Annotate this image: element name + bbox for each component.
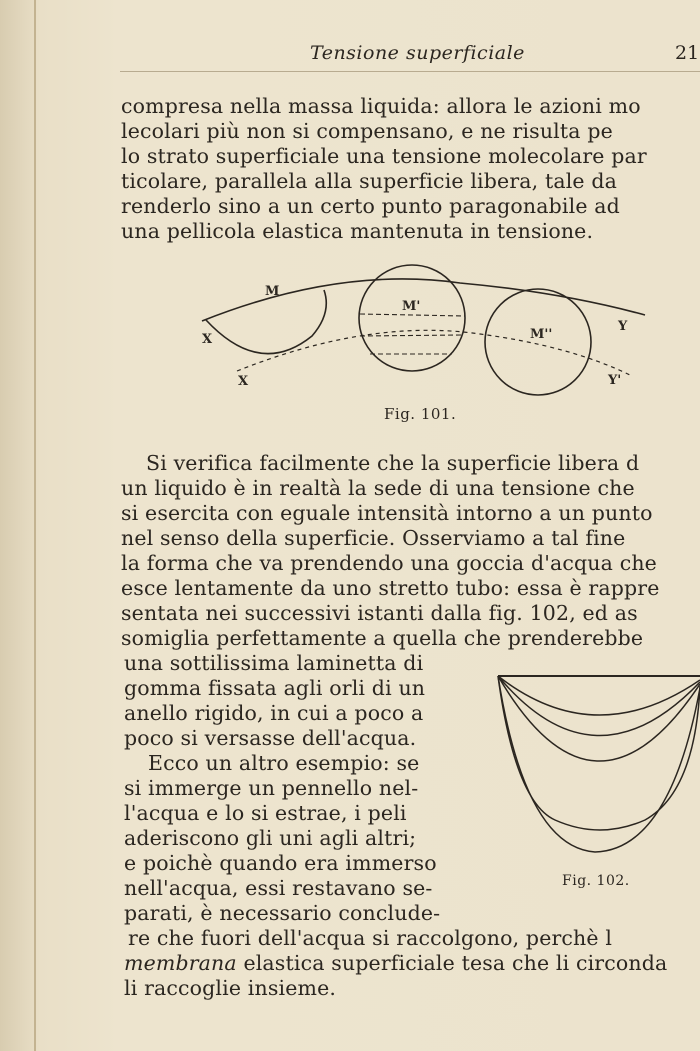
text-line: Ecco un altro esempio: se <box>148 751 420 775</box>
text-line: re che fuori dell'acqua si raccolgono, perchè l <box>128 926 613 950</box>
figure-101-caption: Fig. 101. <box>384 405 457 423</box>
text-line: gomma fissata agli orli di un <box>124 676 426 700</box>
circle-m1 <box>359 265 465 371</box>
text-line: si immerge un pennello nel- <box>124 776 419 800</box>
drop-stage-3 <box>498 676 700 761</box>
text-line: una pellicola elastica mantenuta in tensione. <box>121 219 594 243</box>
text-line: si esercita con eguale intensità intorno a un punto <box>121 501 653 525</box>
header-rule <box>120 71 700 72</box>
drop-stage-2 <box>498 676 700 736</box>
label-m1: M' <box>402 299 421 314</box>
text-line: lecolari più non si compensano, e ne risulta pe <box>121 119 613 143</box>
drop-stage-4 <box>498 676 700 830</box>
text-line: somiglia perfettamente a quella che prenderebbe <box>121 626 644 650</box>
text-line: la forma che va prendendo una goccia d'acqua che <box>121 551 657 575</box>
text-line: esce lentamente da uno stretto tubo: essa è rappre <box>121 576 660 600</box>
figure-102-diagram <box>495 672 700 867</box>
label-y: Y <box>618 319 628 334</box>
text-span: elastica superficiale tesa che li circonda <box>236 951 668 975</box>
text-line: li raccoglie insieme. <box>124 976 337 1000</box>
drop-stage-5 <box>498 676 700 852</box>
chord-1 <box>360 314 465 316</box>
text-line: ticolare, parallela alla superficie libera, tale da <box>121 169 618 193</box>
text-line: e poichè quando era immerso <box>124 851 437 875</box>
text-line: poco si versasse dell'acqua. <box>124 726 417 750</box>
label-x: X <box>202 332 213 347</box>
figure-101-diagram <box>190 258 650 403</box>
surface-curve-dashed <box>237 330 630 375</box>
binding-edge <box>34 0 36 1051</box>
text-line: aderiscono gli uni agli altri; <box>124 826 417 850</box>
text-line: l'acqua e lo si estrae, i peli <box>124 801 407 825</box>
text-line: parati, è necessario conclude- <box>124 901 441 925</box>
text-line: Si verifica facilmente che la superficie libera d <box>146 451 640 475</box>
page-header <box>120 40 700 72</box>
page-number: 21 <box>675 42 700 64</box>
figure-102-caption: Fig. 102. <box>562 873 630 889</box>
text-line: renderlo sino a un certo punto paragonabile ad <box>121 194 620 218</box>
label-x1: X <box>238 374 249 389</box>
text-line: una sottilissima laminetta di <box>124 651 424 675</box>
label-m: M <box>265 284 280 299</box>
text-line: un liquido è in realtà la sede di una tensione che <box>121 476 635 500</box>
label-m2: M'' <box>530 327 553 342</box>
running-title: Tensione superficiale <box>310 42 525 64</box>
text-line: nell'acqua, essi restavano se- <box>124 876 433 900</box>
italic-term: membrana <box>124 951 237 975</box>
circle-m2 <box>485 289 591 395</box>
label-y1: Y' <box>608 373 622 388</box>
text-line: sentata nei successivi istanti dalla fig. 102, ed as <box>121 601 638 625</box>
text-line: anello rigido, in cui a poco a <box>124 701 424 725</box>
text-line: lo strato superficiale una tensione molecolare par <box>121 144 647 168</box>
text-line: compresa nella massa liquida: allora le azioni mo <box>121 94 641 118</box>
chord-2 <box>360 335 462 336</box>
text-line <box>124 951 667 976</box>
text-line: nel senso della superficie. Osserviamo a tal fine <box>121 526 626 550</box>
